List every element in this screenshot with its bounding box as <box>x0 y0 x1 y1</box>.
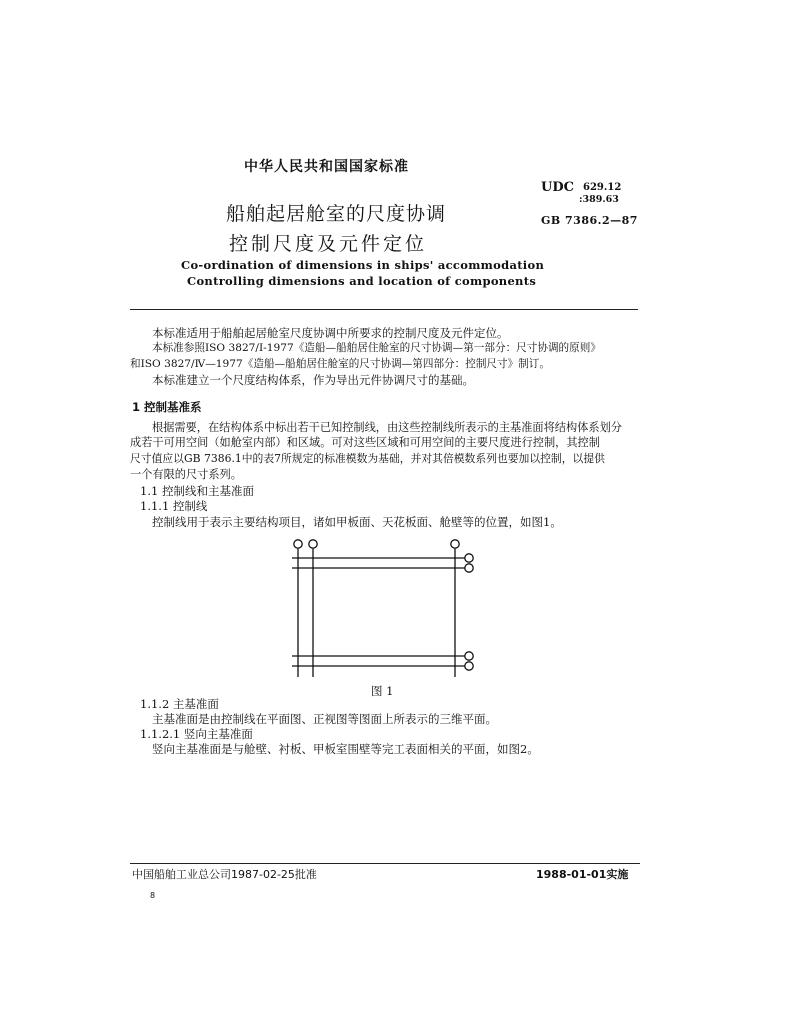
control-line-marker <box>465 662 473 670</box>
control-line-marker <box>465 652 473 660</box>
figure-1-diagram <box>280 532 480 682</box>
control-line-marker <box>451 540 459 548</box>
effective-date: 1988-01-01实施 <box>536 868 629 881</box>
intro-paragraph-2-line1: 本标准参照ISO 3827/Ⅰ-1977《造船—船舶居住舱室的尺寸协调—第一部分：尺寸协调的原则》 <box>152 342 601 354</box>
section-1-para-line4: 一个有限的尺寸系列。 <box>130 468 242 481</box>
subsection-1-1-2-heading: 1.1.2 主基准面 <box>140 697 219 711</box>
section-1-para-line3: 尺寸值应以GB 7386.1中的表7所规定的标准模数为基础，并对其倍模数系列也要加以控制，以提供 <box>130 452 605 465</box>
english-title-line1: Co-ordination of dimensions in ships' accommodation <box>181 258 545 272</box>
control-line-marker <box>465 564 473 572</box>
intro-paragraph-2-line2: 和ISO 3827/Ⅳ—1977《造船—船舶居住舱室的尺寸协调—第四部分：控制尺寸》制订。 <box>130 358 550 370</box>
approval-date: 中国船舶工业总公司1987-02-25批准 <box>132 868 317 881</box>
gb-number: GB 7386.2—87 <box>541 214 638 227</box>
intro-paragraph-3: 本标准建立一个尺度结构体系，作为导出元件协调尺寸的基础。 <box>152 373 474 387</box>
subsection-1-1-2-text: 主基准面是由控制线在平面图、正视图等图面上所表示的三维平面。 <box>152 712 497 726</box>
control-line-marker <box>294 540 302 548</box>
subsection-1-1-1-heading: 1.1.1 控制线 <box>140 499 208 513</box>
subsection-1-1-1-text: 控制线用于表示主要结构项目，诸如甲板面、天花板面、舱壁等的位置，如图1。 <box>152 515 562 529</box>
control-line-marker <box>465 554 473 562</box>
subsection-1-1-2-1-heading: 1.1.2.1 竖向主基准面 <box>140 727 253 741</box>
section-1-heading: 1 控制基准系 <box>132 400 202 414</box>
udc-code-1: 629.12 <box>583 182 622 193</box>
figure-1-caption: 图 1 <box>371 684 394 698</box>
control-line-marker <box>309 540 317 548</box>
udc-label: UDC <box>541 180 574 195</box>
subsection-1-1-heading: 1.1 控制线和主基准面 <box>140 484 254 498</box>
english-title-line2: Controlling dimensions and location of components <box>187 274 537 288</box>
udc-code-2: :389.63 <box>579 194 619 205</box>
section-1-para-line2: 成若干可用空间（如舱室内部）和区域。可对这些区域和可用空间的主要尺度进行控制，其控制 <box>130 436 600 449</box>
subsection-1-1-2-1-text: 竖向主基准面是与舱壁、衬板、甲板室围壁等完工表面相关的平面，如图2。 <box>152 742 539 756</box>
national-standard-label: 中华人民共和国国家标准 <box>244 159 409 175</box>
document-title: 船舶起居舱室的尺度协调 <box>226 203 447 225</box>
section-1-para-line1: 根据需要，在结构体系中标出若干已知控制线，由这些控制线所表示的主基准面将结构体系划分 <box>152 421 622 434</box>
intro-paragraph-1: 本标准适用于船舶起居舱室尺度协调中所要求的控制尺度及元件定位。 <box>152 326 509 340</box>
page-number: 8 <box>150 891 156 900</box>
document-subtitle: 控制尺度及元件定位 <box>229 233 428 255</box>
top-rule <box>130 309 638 310</box>
footer-rule <box>130 863 640 864</box>
